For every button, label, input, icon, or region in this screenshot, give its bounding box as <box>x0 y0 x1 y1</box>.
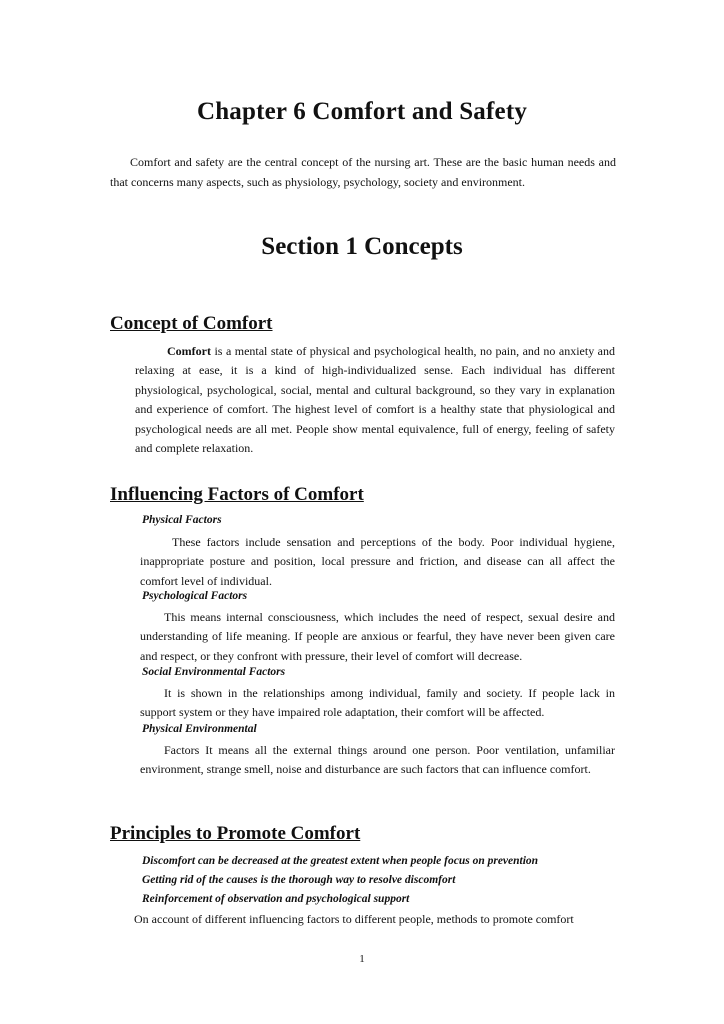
principle-item: Getting rid of the causes is the thorough way to resolve discomfort <box>142 874 456 886</box>
principles-text: On account of different influencing factors to different people, methods to promote comfort <box>134 912 574 926</box>
concept-heading: Concept of Comfort <box>110 313 273 334</box>
factors-heading: Influencing Factors of Comfort <box>110 484 364 505</box>
factor-title: Social Environmental Factors <box>142 666 286 678</box>
intro-paragraph: Comfort and safety are the central concept of the nursing art. These are the basic human needs and that concerns many aspects, such as physiology, psychology, society and environment. <box>110 155 616 189</box>
factor-title: Physical Factors <box>142 514 222 526</box>
section-title: Section 1 Concepts <box>261 233 463 260</box>
page-number: 1 <box>359 953 365 965</box>
factor-title: Physical Environmental <box>142 723 257 735</box>
factor-text: This means internal consciousness, which includes the need of respect, sexual desire and understanding of life meaning. If people are anxious or fearful, they have never been given care and respect, or they confront with pressure, their level of comfort will decrease. <box>140 610 615 663</box>
concept-text: is a mental state of physical and psychological health, no pain, and no anxiety and relaxing at ease, it is a kind of high-individualized sense. Each individual has different physiological, psychological, social, mental and cultural background, so they vary in explanation and experience of comfort. The highest level of comfort is a healthy state that physiological and psychological needs are all met. People show mental equivalence, full of energy, feeling of safety and complete relaxation. <box>135 344 615 456</box>
concept-lead-word: Comfort <box>167 344 211 358</box>
principles-heading: Principles to Promote Comfort <box>110 823 361 844</box>
factor-text: It is shown in the relationships among individual, family and society. If people lack in support system or they have impaired role adaptation, their comfort will be affected. <box>140 686 615 720</box>
principle-item: Discomfort can be decreased at the greatest extent when people focus on prevention <box>142 855 539 867</box>
factor-text: Factors It means all the external things around one person. Poor ventilation, unfamiliar environment, strange smell, noise and disturbance are such factors that can influence comfort. <box>140 743 615 777</box>
factor-title: Psychological Factors <box>142 590 248 602</box>
concept-paragraph <box>135 342 615 458</box>
chapter-title: Chapter 6 Comfort and Safety <box>196 98 528 125</box>
principle-item: Reinforcement of observation and psychological support <box>142 893 410 905</box>
factor-text: These factors include sensation and perceptions of the body. Poor individual hygiene, inappropriate posture and position, local pressure and friction, and disease can all affect the comfort level of individual. <box>140 535 615 588</box>
